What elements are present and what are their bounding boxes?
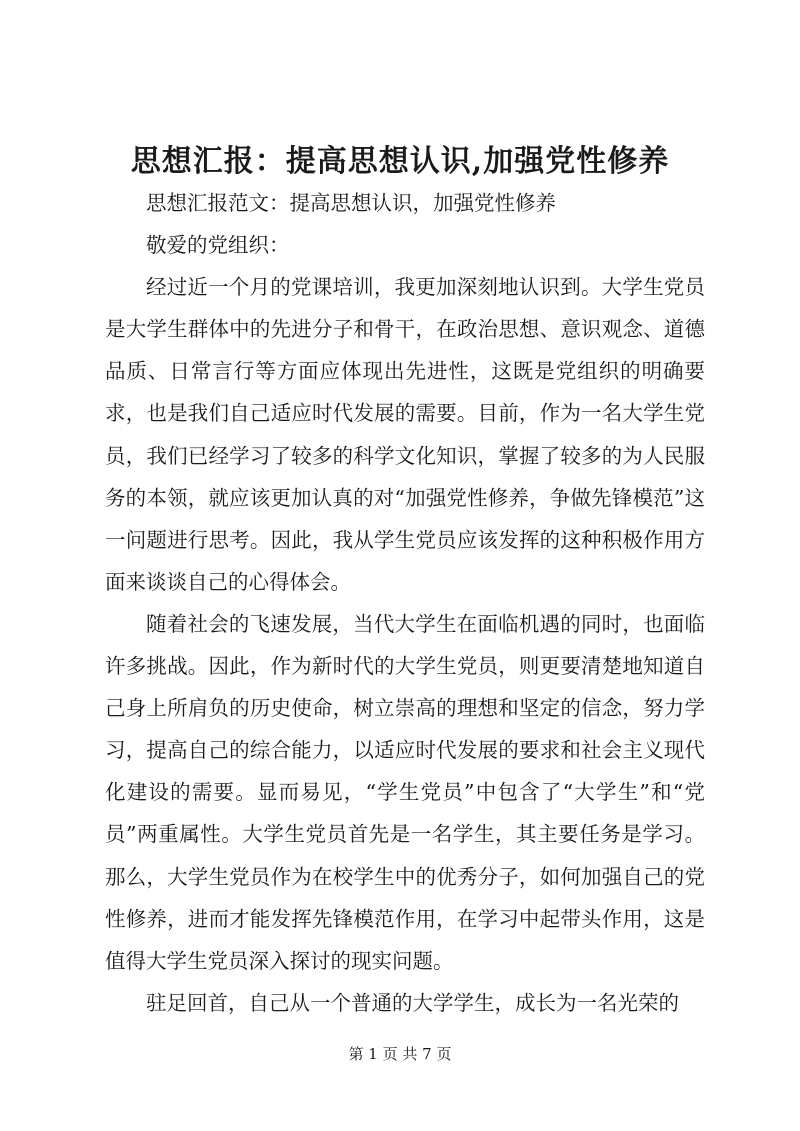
page-footer: 第 1 页 共 7 页: [348, 1045, 452, 1063]
paragraph-body-2: 随着社会的飞速发展，当代大学生在面临机遇的同时，也面临许多挑战。因此，作为新时代的大学生党员，则更要清楚地知道自己身上所肩负的历史使命，树立崇高的理想和坚定的信念，努力学习，提高自己的综合能力，以适应时代发展的要求和社会主义现代化建设的需要。显而易见，“学生党员”中包含了“大学生”和“党员”两重属性。大学生党员首先是一名学生，其主要任务是学习。那么，大学生党员作为在校学生中的优秀分子，如何加强自己的党性修养，进而才能发挥先锋模范作用，在学习中起带头作用，这是值得大学生党员深入探讨的现实问题。: [105, 611, 705, 973]
paragraph-body-3: 驻足回首，自己从一个普通的大学学生，成长为一名光荣的: [146, 990, 679, 1015]
paragraph-body-1: 经过近一个月的党课培训，我更加深刻地认识到。大学生党员是大学生群体中的先进分子和骨干，在政治思想、意识观念、道德品质、日常言行等方面应体现出先进性，这既是党组织的明确要求，也是我们自己适应时代发展的需要。目前，作为一名大学生党员，我们已经学习了较多的科学文化知识，掌握了较多的为人民服务的本领，就应该更加认真的对“加强党性修养，争做先锋模范”这一问题进行思考。因此，我从学生党员应该发挥的这种积极作用方面来谈谈自己的心得体会。: [105, 275, 705, 594]
document-body: [105, 182, 705, 1024]
paragraph-salutation: 敬爱的党组织：: [146, 233, 290, 258]
document-title: 思想汇报：提高思想认识,加强党性修养: [130, 144, 670, 179]
paragraph-subtitle: 思想汇报范文：提高思想认识，加强党性修养: [146, 191, 556, 215]
